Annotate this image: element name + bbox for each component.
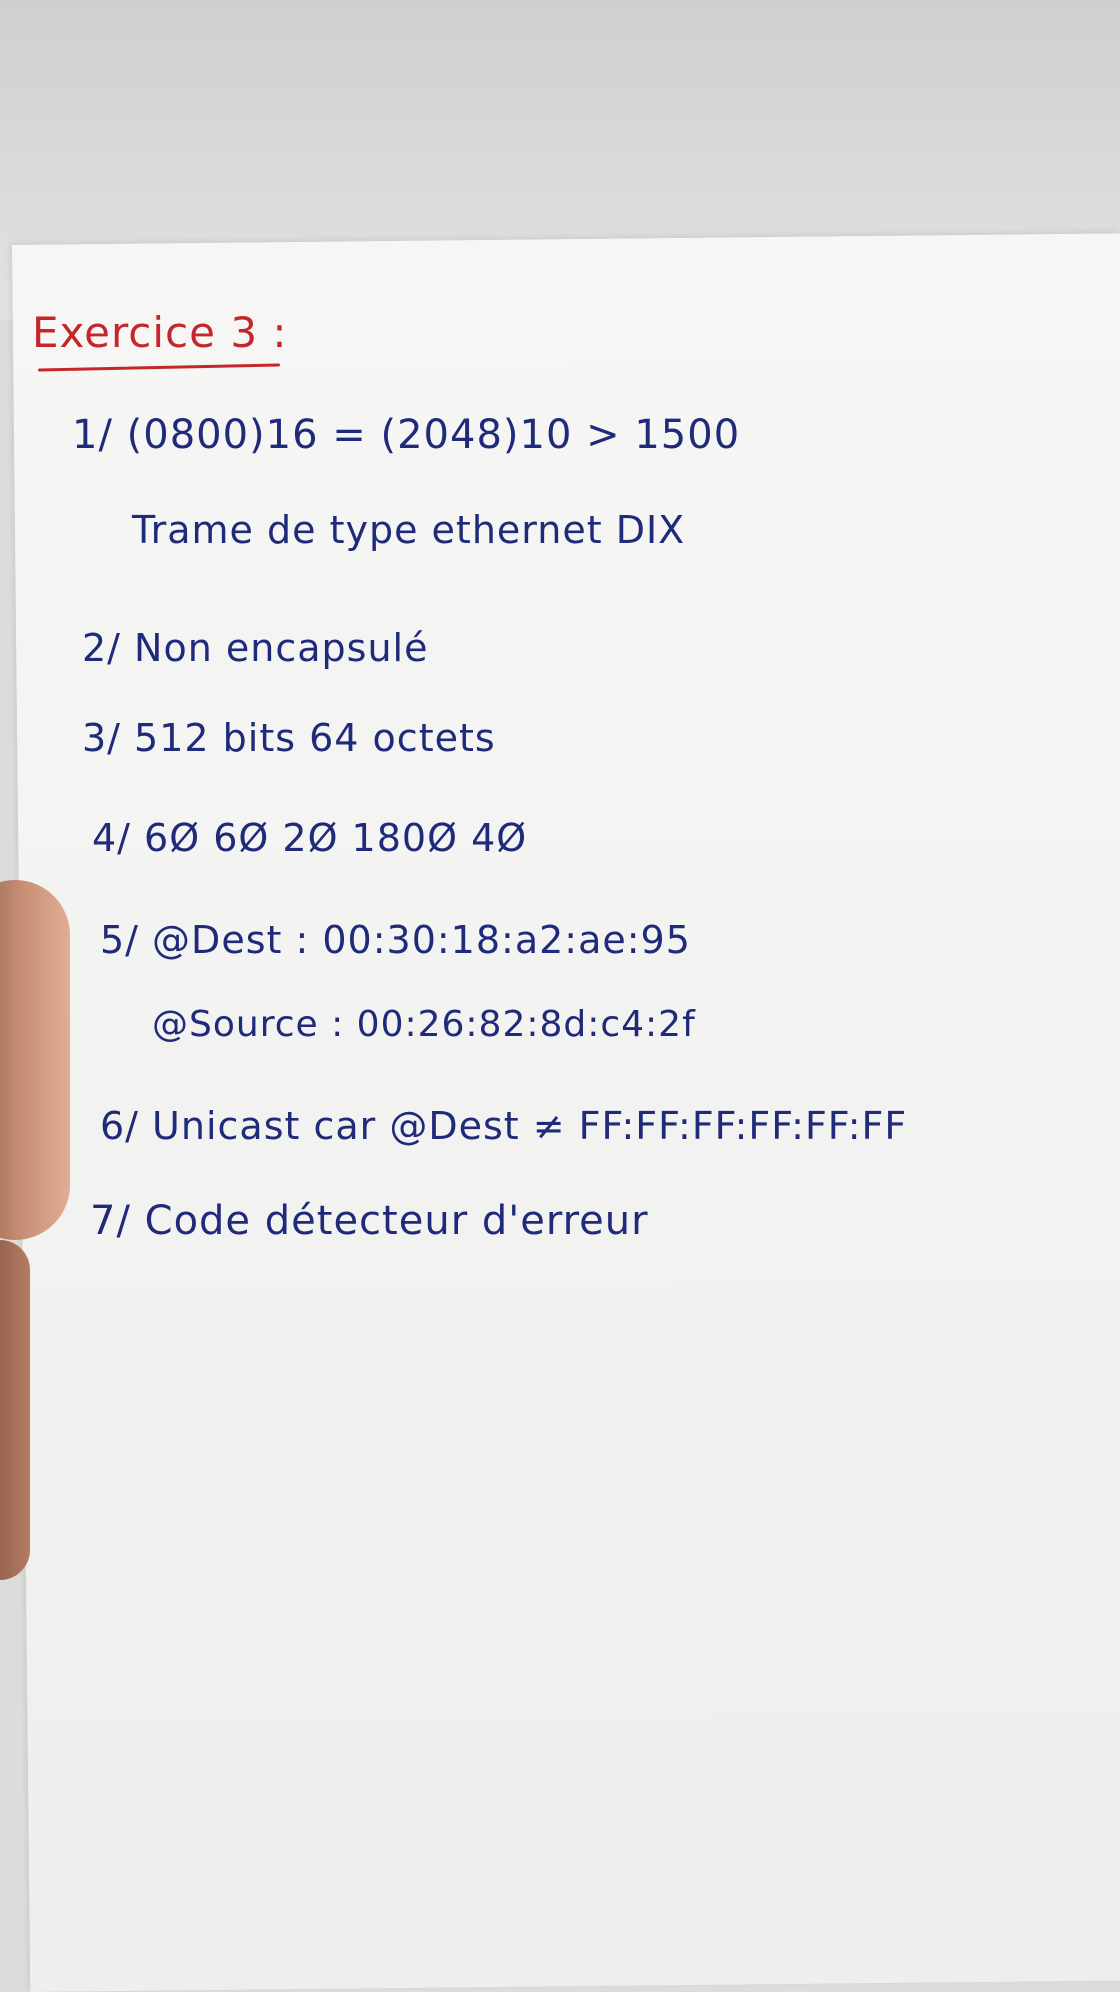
answer-4: 4/ 6Ø 6Ø 2Ø 180Ø 4Ø	[92, 816, 528, 860]
answer-5-source: @Source : 00:26:82:8d:c4:2f	[152, 1004, 696, 1045]
answer-6: 6/ Unicast car @Dest ≠ FF:FF:FF:FF:FF:FF	[100, 1104, 908, 1148]
answer-1-detail: Trame de type ethernet DIX	[132, 508, 686, 552]
answer-1: 1/ (0800)16 = (2048)10 > 1500	[72, 412, 741, 458]
answer-7: 7/ Code détecteur d'erreur	[90, 1198, 649, 1244]
answer-2: 2/ Non encapsulé	[82, 626, 429, 670]
holding-hand-palm	[0, 1240, 30, 1580]
answer-3: 3/ 512 bits 64 octets	[82, 716, 496, 760]
holding-hand-thumb	[0, 880, 70, 1240]
answer-5-dest: 5/ @Dest : 00:30:18:a2:ae:95	[100, 918, 691, 962]
exercise-title: Exercice 3 :	[32, 308, 288, 357]
